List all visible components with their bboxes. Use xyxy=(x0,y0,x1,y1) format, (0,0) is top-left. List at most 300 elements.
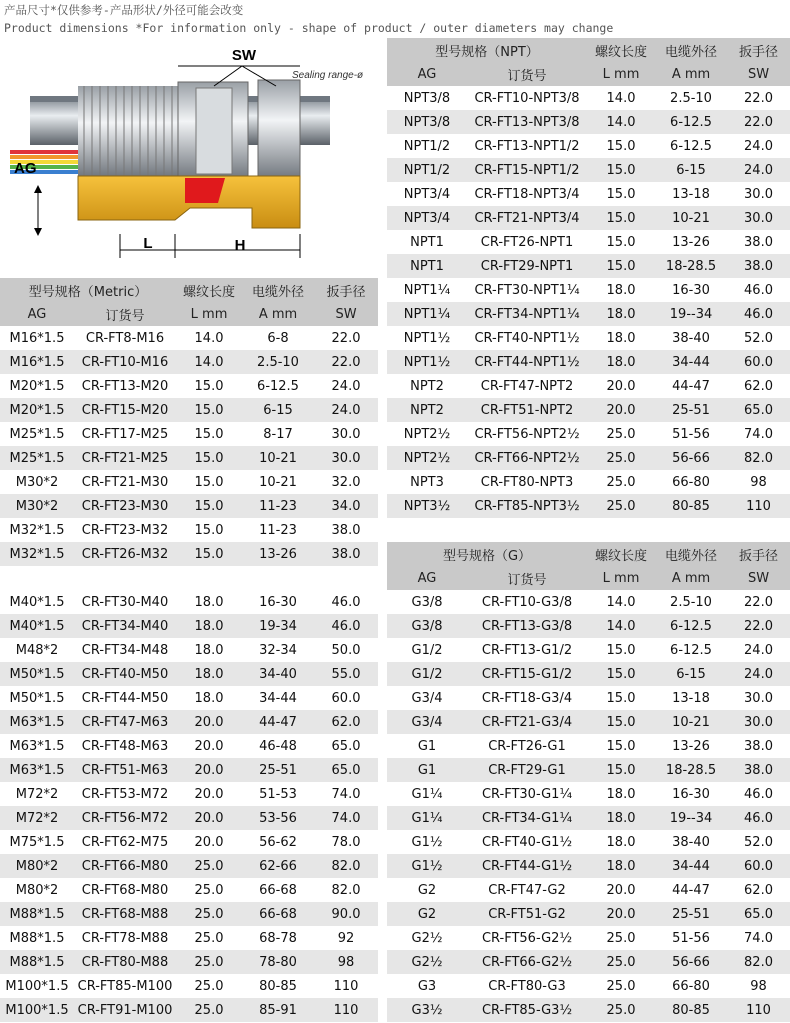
cable-gland-svg xyxy=(0,38,384,278)
table-cell: 10-21 xyxy=(655,206,727,230)
table-cell: 6-15 xyxy=(655,662,727,686)
table-cell: CR-FT47-G2 xyxy=(488,882,566,898)
table-cell: 25.0 xyxy=(176,950,242,974)
table-cell: CR-FT51-NPT2 xyxy=(467,398,587,422)
table-cell: M72*2 xyxy=(15,786,59,802)
table-cell: 15.0 xyxy=(176,494,242,518)
table-row xyxy=(0,662,378,686)
table-cell: 15.0 xyxy=(606,138,636,154)
table-cell: NPT3 xyxy=(410,474,444,490)
table-row xyxy=(0,374,378,398)
table-cell: 46.0 xyxy=(744,786,773,802)
table-cell xyxy=(74,566,176,590)
table-cell: 38.0 xyxy=(744,234,773,250)
table-cell: 25.0 xyxy=(587,998,655,1022)
table-cell: 15.0 xyxy=(194,426,224,442)
table-cell: CR-FT34-G1¼ xyxy=(467,806,587,830)
table-row xyxy=(0,902,378,926)
table-row xyxy=(0,470,378,494)
table-cell: 15.0 xyxy=(587,254,655,278)
table-cell: 82.0 xyxy=(314,854,378,878)
table-cell: CR-FT80-NPT3 xyxy=(480,474,574,490)
table-cell: CR-FT51-M63 xyxy=(74,758,176,782)
table-cell: CR-FT44-M50 xyxy=(81,690,169,706)
table-cell: 6-12.5 xyxy=(655,614,727,638)
table-cell: G1¼ xyxy=(411,786,443,802)
table-cell: 30.0 xyxy=(314,446,378,470)
table-cell: 25.0 xyxy=(194,978,224,994)
table-cell: CR-FT40-M50 xyxy=(74,662,176,686)
table-cell: CR-FT34-M40 xyxy=(74,614,176,638)
hdr-ag: AG xyxy=(0,302,74,326)
table-cell: NPT2 xyxy=(410,378,444,394)
table-cell: CR-FT21-NPT3/4 xyxy=(467,206,587,230)
table-cell: CR-FT91-M100 xyxy=(74,998,176,1022)
table-cell: CR-FT15-G1/2 xyxy=(467,662,587,686)
table-cell: 15.0 xyxy=(587,158,655,182)
label-h: H xyxy=(234,237,246,254)
table-row xyxy=(0,950,378,974)
table-cell xyxy=(0,566,74,590)
table-cell: 18.0 xyxy=(587,302,655,326)
table-cell: M48*2 xyxy=(15,642,59,658)
hdr-cable-dia: 电缆外径 xyxy=(655,38,727,62)
table-cell: CR-FT47-M63 xyxy=(74,710,176,734)
table-cell: 82.0 xyxy=(727,446,790,470)
table-cell: CR-FT40-G1½ xyxy=(481,834,573,850)
table-cell: 18-28.5 xyxy=(655,254,727,278)
table-cell: 2.5-10 xyxy=(670,594,712,610)
table-cell xyxy=(242,566,314,590)
table-cell: 110 xyxy=(333,978,359,994)
table-cell: 15.0 xyxy=(176,398,242,422)
table-cell: M72*2 xyxy=(0,806,74,830)
table-cell: 92 xyxy=(337,930,355,946)
table-cell: G1/2 xyxy=(387,662,467,686)
table-cell: 66-68 xyxy=(259,882,297,898)
table-cell: 15.0 xyxy=(194,522,224,538)
table-cell: G3/8 xyxy=(387,614,467,638)
hdr-order: 订货号 xyxy=(467,566,587,590)
table-cell: 14.0 xyxy=(606,594,636,610)
table-cell: CR-FT53-M72 xyxy=(81,786,169,802)
table-cell: CR-FT66-M80 xyxy=(74,854,176,878)
table-row xyxy=(387,422,790,446)
table-row xyxy=(0,686,378,710)
table-cell: CR-FT44-G1½ xyxy=(467,854,587,878)
table-row xyxy=(0,830,378,854)
table-cell: 56-62 xyxy=(259,834,297,850)
table-cell: 20.0 xyxy=(194,786,224,802)
hdr-l: L mm xyxy=(587,566,655,590)
table-cell: CR-FT29-G1 xyxy=(467,758,587,782)
table-cell: NPT2 xyxy=(387,398,467,422)
table-cell: 14.0 xyxy=(194,330,224,346)
table-cell: M30*2 xyxy=(0,494,74,518)
table-cell: 15.0 xyxy=(176,446,242,470)
table-cell: 24.0 xyxy=(744,642,773,658)
table-cell: CR-FT10-G3/8 xyxy=(481,594,573,610)
hdr-sw: SW xyxy=(314,302,378,326)
table-cell: 20.0 xyxy=(176,710,242,734)
hdr-thread-length: 螺纹长度 xyxy=(587,542,655,566)
table-row xyxy=(0,446,378,470)
table-cell: CR-FT13-NPT1/2 xyxy=(474,138,580,154)
table-cell: M20*1.5 xyxy=(0,398,74,422)
table-cell: 32.0 xyxy=(331,474,361,490)
table-cell: 6-12.5 xyxy=(655,110,727,134)
table-cell: CR-FT44-NPT1½ xyxy=(467,350,587,374)
table-cell: 6-12.5 xyxy=(257,378,299,394)
table-row xyxy=(387,734,790,758)
table-cell: 44-47 xyxy=(672,882,710,898)
table-cell: 22.0 xyxy=(727,110,790,134)
table-cell: NPT2½ xyxy=(387,446,467,470)
table-cell: 15.0 xyxy=(194,474,224,490)
table-cell: 62.0 xyxy=(744,882,773,898)
table-cell: 6-15 xyxy=(655,158,727,182)
hdr-sw: SW xyxy=(727,566,790,590)
table-cell: 16-30 xyxy=(672,786,710,802)
table-cell: 15.0 xyxy=(606,738,636,754)
table-cell: 46.0 xyxy=(727,302,790,326)
table-cell: G2½ xyxy=(411,930,443,946)
table-cell: 18.0 xyxy=(606,786,636,802)
table-cell: 80-85 xyxy=(259,978,297,994)
table-cell: 51-53 xyxy=(259,786,297,802)
table-cell: NPT3/4 xyxy=(387,206,467,230)
table-cell: 25-51 xyxy=(655,398,727,422)
table-row xyxy=(387,782,790,806)
table-cell: 34-40 xyxy=(242,662,314,686)
table-cell: M16*1.5 xyxy=(0,350,74,374)
table-cell: 78.0 xyxy=(331,834,361,850)
table-cell: 16-30 xyxy=(259,594,297,610)
table-cell: CR-FT30-M40 xyxy=(81,594,169,610)
hdr-sw: SW xyxy=(727,62,790,86)
table-cell: CR-FT85-NPT3½ xyxy=(467,494,587,518)
table-cell: 10-21 xyxy=(242,446,314,470)
table-cell: 25.0 xyxy=(606,930,636,946)
table-cell: 25.0 xyxy=(587,494,655,518)
table-cell: G3/4 xyxy=(387,710,467,734)
table-cell: CR-FT29-NPT1 xyxy=(467,254,587,278)
table-cell: 18.0 xyxy=(194,690,224,706)
table-cell: CR-FT47-NPT2 xyxy=(480,378,574,394)
table-cell: G1½ xyxy=(387,854,467,878)
table-cell: M100*1.5 xyxy=(0,998,74,1022)
table-row xyxy=(0,806,378,830)
table-cell: CR-FT10-M16 xyxy=(74,350,176,374)
table-cell: CR-FT85-M100 xyxy=(77,978,173,994)
table-cell: G3½ xyxy=(387,998,467,1022)
table-cell: 110 xyxy=(314,998,378,1022)
table-cell: 46.0 xyxy=(727,806,790,830)
table-cell: 18.0 xyxy=(587,854,655,878)
table-cell: 24.0 xyxy=(331,378,361,394)
table-cell: NPT1½ xyxy=(387,350,467,374)
table-cell: 60.0 xyxy=(727,350,790,374)
table-row xyxy=(0,998,378,1022)
table-cell: 18.0 xyxy=(606,834,636,850)
table-cell: G2 xyxy=(417,882,437,898)
table-cell: 30.0 xyxy=(744,690,773,706)
table-cell: M80*2 xyxy=(0,854,74,878)
table-cell: 22.0 xyxy=(744,594,773,610)
table-cell: 30.0 xyxy=(331,426,361,442)
table-cell: CR-FT21-M30 xyxy=(81,474,169,490)
table-cell: M40*1.5 xyxy=(9,594,65,610)
table-cell: M25*1.5 xyxy=(0,446,74,470)
table-cell: 46.0 xyxy=(744,282,773,298)
hdr-wrench: 扳手径 xyxy=(727,38,790,62)
table-cell: NPT1¼ xyxy=(403,282,451,298)
table-cell: 98 xyxy=(750,978,767,994)
table-cell: 62.0 xyxy=(314,710,378,734)
table-cell: 15.0 xyxy=(587,758,655,782)
table-cell: 20.0 xyxy=(194,738,224,754)
table-cell: 82.0 xyxy=(727,950,790,974)
table-cell: CR-FT26-M32 xyxy=(74,542,176,566)
table-cell: CR-FT18-NPT3/4 xyxy=(474,186,580,202)
table-cell: CR-FT13-NPT3/8 xyxy=(467,110,587,134)
table-cell: NPT3½ xyxy=(387,494,467,518)
hdr-order: 订货号 xyxy=(467,62,587,86)
table-cell: 44-47 xyxy=(242,710,314,734)
table-cell: 38.0 xyxy=(727,254,790,278)
table-cell: 25-51 xyxy=(242,758,314,782)
table-cell: CR-FT51-G2 xyxy=(467,902,587,926)
table-row xyxy=(0,878,378,902)
table-cell xyxy=(176,566,242,590)
table-cell: 11-23 xyxy=(242,494,314,518)
table-cell: 38.0 xyxy=(727,758,790,782)
label-l: L xyxy=(143,235,153,252)
table-cell: 22.0 xyxy=(331,330,361,346)
table-cell: 2.5-10 xyxy=(670,90,712,106)
table-cell: CR-FT15-NPT1/2 xyxy=(467,158,587,182)
table-row xyxy=(387,686,790,710)
table-cell: 24.0 xyxy=(727,158,790,182)
table-cell: 6-15 xyxy=(242,398,314,422)
hdr-l: L mm xyxy=(176,302,242,326)
table-cell: CR-FT78-M88 xyxy=(81,930,169,946)
table-row xyxy=(0,422,378,446)
table-row xyxy=(387,110,790,134)
table-cell: G3/8 xyxy=(411,594,443,610)
table-cell: 15.0 xyxy=(587,662,655,686)
table-cell: 13-18 xyxy=(672,186,710,202)
table-cell: CR-FT26-NPT1 xyxy=(480,234,574,250)
table-cell: CR-FT13-G3/8 xyxy=(467,614,587,638)
table-cell: 110 xyxy=(727,494,790,518)
hdr-l: L mm xyxy=(587,62,655,86)
table-cell: 15.0 xyxy=(606,234,636,250)
table-cell: 6-8 xyxy=(267,330,289,346)
table-cell: CR-FT56-M72 xyxy=(74,806,176,830)
table-cell: 65.0 xyxy=(314,758,378,782)
table-cell: 25.0 xyxy=(176,902,242,926)
table-cell: 25.0 xyxy=(606,426,636,442)
table-cell: 25.0 xyxy=(606,978,636,994)
table-row xyxy=(387,374,790,398)
table-cell: CR-FT56-G2½ xyxy=(481,930,573,946)
table-cell: CR-FT68-M88 xyxy=(74,902,176,926)
table-cell: M30*2 xyxy=(15,474,59,490)
table-cell: 15.0 xyxy=(176,542,242,566)
table-cell: 25.0 xyxy=(194,930,224,946)
table-row xyxy=(0,398,378,422)
table-cell: 20.0 xyxy=(176,806,242,830)
table-cell: CR-FT80-G3 xyxy=(488,978,566,994)
table-row xyxy=(0,350,378,374)
table-cell: 90.0 xyxy=(314,902,378,926)
title-en: Product dimensions *For information only - shape of product / outer diameters may change xyxy=(4,21,614,35)
table-cell: CR-FT34-NPT1¼ xyxy=(467,302,587,326)
table-row xyxy=(387,86,790,110)
table-cell: 74.0 xyxy=(331,786,361,802)
table-row xyxy=(387,638,790,662)
table-cell: CR-FT21-M25 xyxy=(74,446,176,470)
table-cell: 19--34 xyxy=(655,806,727,830)
table-cell: 20.0 xyxy=(194,834,224,850)
table-cell: G1 xyxy=(417,738,437,754)
table-cell: 34-44 xyxy=(655,854,727,878)
hdr-wrench: 扳手径 xyxy=(314,278,378,302)
table-cell: M32*1.5 xyxy=(0,542,74,566)
table-row xyxy=(0,590,378,614)
table-cell: 46-48 xyxy=(259,738,297,754)
table-cell: M40*1.5 xyxy=(0,614,74,638)
table-cell: 51-56 xyxy=(672,930,710,946)
table-cell: 14.0 xyxy=(587,110,655,134)
table-row xyxy=(0,326,378,350)
table-cell: 25.0 xyxy=(176,854,242,878)
table-row xyxy=(387,878,790,902)
table-cell: 13-18 xyxy=(672,690,710,706)
hdr-cable-dia: 电缆外径 xyxy=(242,278,314,302)
table-cell: M32*1.5 xyxy=(9,522,65,538)
table-cell: M63*1.5 xyxy=(0,758,74,782)
table-cell: 19--34 xyxy=(655,302,727,326)
table-cell: 52.0 xyxy=(744,834,773,850)
table-row xyxy=(0,494,378,518)
table-row xyxy=(387,710,790,734)
table-cell: 15.0 xyxy=(606,186,636,202)
table-row xyxy=(0,974,378,998)
table-cell: M16*1.5 xyxy=(9,330,65,346)
table-cell: 2.5-10 xyxy=(242,350,314,374)
table-cell: CR-FT85-G3½ xyxy=(467,998,587,1022)
table-cell: M100*1.5 xyxy=(5,978,69,994)
table-row xyxy=(387,134,790,158)
table-cell: 65.0 xyxy=(331,738,361,754)
table-cell: CR-FT17-M25 xyxy=(81,426,169,442)
table-cell: 65.0 xyxy=(727,398,790,422)
table-row xyxy=(0,926,378,950)
table-cell: 74.0 xyxy=(744,930,773,946)
table-row xyxy=(387,302,790,326)
table-row xyxy=(387,902,790,926)
table-cell: 110 xyxy=(727,998,790,1022)
table-cell: 14.0 xyxy=(606,90,636,106)
table-row xyxy=(387,926,790,950)
table-cell: 18.0 xyxy=(176,662,242,686)
table-cell: 14.0 xyxy=(176,350,242,374)
table-row xyxy=(0,518,378,542)
table-cell xyxy=(314,566,378,590)
table-cell: 51-56 xyxy=(672,426,710,442)
table-row xyxy=(387,182,790,206)
table-row xyxy=(0,566,378,590)
g-title: 型号规格（G） xyxy=(387,542,587,566)
table-cell: CR-FT23-M32 xyxy=(81,522,169,538)
table-cell: M25*1.5 xyxy=(9,426,65,442)
table-cell: NPT1½ xyxy=(403,330,451,346)
table-cell: 56-66 xyxy=(655,446,727,470)
table-cell: 8-17 xyxy=(263,426,293,442)
table-cell: 20.0 xyxy=(176,758,242,782)
table-cell: NPT2½ xyxy=(403,426,451,442)
hdr-a: A mm xyxy=(242,302,314,326)
table-cell: 66-80 xyxy=(672,978,710,994)
table-cell: 80-85 xyxy=(655,998,727,1022)
table-cell: CR-FT10-NPT3/8 xyxy=(474,90,580,106)
table-row xyxy=(387,614,790,638)
table-cell: 38.0 xyxy=(331,522,361,538)
table-cell: 60.0 xyxy=(727,854,790,878)
table-cell: 18.0 xyxy=(587,350,655,374)
table-cell: 6-12.5 xyxy=(670,642,712,658)
table-row xyxy=(0,614,378,638)
table-cell: M88*1.5 xyxy=(9,930,65,946)
table-cell: CR-FT34-M48 xyxy=(81,642,169,658)
table-row xyxy=(387,158,790,182)
table-cell: M63*1.5 xyxy=(0,710,74,734)
table-cell: 18.0 xyxy=(606,330,636,346)
table-cell: G1¼ xyxy=(387,806,467,830)
table-cell: 25.0 xyxy=(176,998,242,1022)
table-cell: 11-23 xyxy=(259,522,297,538)
table-cell: 14.0 xyxy=(587,614,655,638)
table-cell: M20*1.5 xyxy=(9,378,65,394)
table-cell: M75*1.5 xyxy=(9,834,65,850)
table-cell: 20.0 xyxy=(587,398,655,422)
label-sealing: Sealing range-ø xyxy=(292,70,364,81)
table-cell: 19-34 xyxy=(242,614,314,638)
table-row xyxy=(0,542,378,566)
table-cell: 66-68 xyxy=(242,902,314,926)
table-cell: CR-FT23-M30 xyxy=(74,494,176,518)
table-cell: 30.0 xyxy=(744,186,773,202)
table-cell: M50*1.5 xyxy=(0,662,74,686)
table-cell: 38.0 xyxy=(314,542,378,566)
table-cell: NPT3/8 xyxy=(387,110,467,134)
table-row xyxy=(387,446,790,470)
table-cell: 98 xyxy=(750,474,767,490)
table-cell: 22.0 xyxy=(314,350,378,374)
table-cell: 66-80 xyxy=(672,474,710,490)
table-row xyxy=(387,854,790,878)
g-table xyxy=(387,542,790,1022)
table-cell: CR-FT66-G2½ xyxy=(467,950,587,974)
table-cell: 13-26 xyxy=(672,234,710,250)
table-cell: CR-FT15-M20 xyxy=(74,398,176,422)
table-cell: 30.0 xyxy=(727,206,790,230)
table-cell: 25.0 xyxy=(606,474,636,490)
table-cell: 62-66 xyxy=(242,854,314,878)
hdr-wrench: 扳手径 xyxy=(727,542,790,566)
